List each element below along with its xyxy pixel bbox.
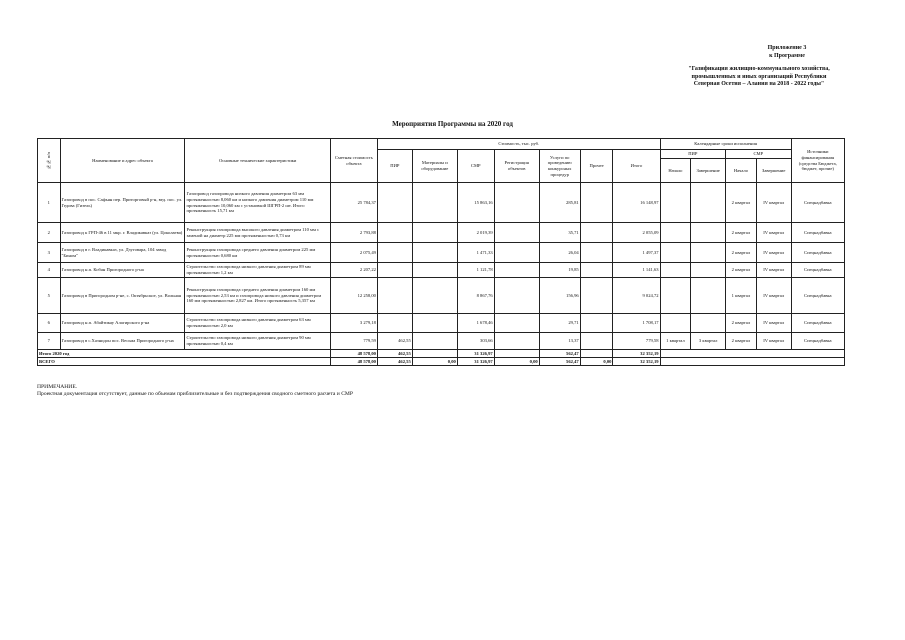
page-title: Мероприятия Программы на 2020 год (392, 120, 513, 128)
cell-name: Газопровод н.п. Кобан Пригородного р-на (60, 263, 185, 278)
totals-empty (660, 358, 844, 366)
table-row (38, 314, 845, 333)
cell-smr: 1 471,33 (457, 243, 494, 263)
cell-s2: 1 квартал (726, 278, 757, 314)
cell-services: 13,37 (539, 333, 580, 350)
note (37, 384, 353, 398)
cell-chars: Реконструкция газопровода высокого давления диаметром 110 мм с заменой на диаметр 225 мм протяженностью 0,73 км (185, 223, 330, 243)
cell-s1 (660, 263, 691, 278)
cell-e2: IV квартал (756, 314, 791, 333)
cell-other (580, 243, 613, 263)
cell-name: Газопровод в г. Владикавказ, ул. Дзуговара, 104 завод "Бином" (60, 243, 185, 263)
col-cal-smr: СМР (726, 150, 792, 159)
cell-estimate: 25 784,37 (330, 183, 377, 223)
col-services: Услуги по проведению конкурсных процедур (539, 150, 580, 183)
cell-pir (377, 314, 412, 333)
cell-materials (412, 314, 457, 333)
cell-services: 156,96 (539, 278, 580, 314)
cell-registration (494, 263, 539, 278)
totals-estimate: 48 578,00 (330, 350, 377, 358)
cell-total: 779,58 (613, 333, 660, 350)
cell-registration (494, 314, 539, 333)
cell-other (580, 263, 613, 278)
totals-registration: 0,00 (494, 358, 539, 366)
cell-s1 (660, 314, 691, 333)
cell-chars: Реконструкция газопровода среднего давления диаметром 225 мм протяженностью 0,680 км (185, 243, 330, 263)
cell-pir (377, 183, 412, 223)
cell-name: Газопровод в с.Хазнидон пос. Весьма Пригородного р-на (60, 333, 185, 350)
cell-s1 (660, 183, 691, 223)
cell-num: 7 (38, 333, 61, 350)
cell-materials (412, 243, 457, 263)
cell-e1 (691, 183, 726, 223)
cell-num: 2 (38, 223, 61, 243)
totals-other (580, 350, 613, 358)
col-cal-pir: ПИР (660, 150, 726, 159)
totals-estimate: 48 578,00 (330, 358, 377, 366)
cell-num: 3 (38, 243, 61, 263)
cell-materials (412, 263, 457, 278)
cell-materials (412, 183, 457, 223)
col-registration: Регистрация объектов (494, 150, 539, 183)
cell-s2: 2 квартал (726, 314, 757, 333)
cell-source: Спецнадбавка (791, 314, 844, 333)
totals-pir: 462,55 (377, 358, 412, 366)
totals-row (38, 350, 845, 358)
cell-total: 1 141,63 (613, 263, 660, 278)
program-line-3: Северная Осетия – Алания на 2018 - 2022 годы" (693, 81, 825, 87)
cell-e2: IV квартал (756, 183, 791, 223)
program-line-2: промышленных и иных организаций Республики (691, 73, 827, 80)
cell-e1: 3 квартал (691, 333, 726, 350)
col-characteristics: Основные технические характеристики (185, 139, 330, 183)
cell-num: 6 (38, 314, 61, 333)
cell-e2: IV квартал (756, 263, 791, 278)
appendix-header (712, 44, 862, 60)
cell-other (580, 223, 613, 243)
program-line-1: "Газификация жилищно-коммунального хозяйства, (688, 66, 830, 72)
cell-num: 1 (38, 183, 61, 223)
cell-registration (494, 243, 539, 263)
cell-chars: Газопровод газопровода низкого давления диаметром 63 мм протяженностью 8,060 км и низкого давления диаметром 110 мм протяженностью 10,060 км с установкой ШГРП-2 шт. Итого протяженность 15,71 км (185, 183, 330, 223)
cell-e2: IV квартал (756, 243, 791, 263)
cell-s1 (660, 243, 691, 263)
cell-chars: Реконструкция газопровода среднего давления диаметром 160 мм протяженностью 2,53 км и газопровода низкого давления диаметром 160 мм протяженностью 2,827 км. Итого протяженность 5,357 км (185, 278, 330, 314)
totals-other: 0,00 (580, 358, 613, 366)
cell-pir (377, 223, 412, 243)
note-label: ПРИМЕЧАНИЕ. (37, 384, 78, 390)
cell-estimate: 3 279,18 (330, 314, 377, 333)
cell-chars: Строительство газопровода низкого давления диаметром 90 мм протяженностью 0,4 км (185, 333, 330, 350)
cell-services: 35,71 (539, 223, 580, 243)
cell-registration (494, 183, 539, 223)
cell-e1 (691, 263, 726, 278)
cell-total: 1 708,17 (613, 314, 660, 333)
measures-table (37, 138, 845, 366)
cell-pir (377, 263, 412, 278)
cell-chars: Строительство газопровода низкого давления диаметром 63 мм протяженностью 2,0 км (185, 314, 330, 333)
totals-smr: 31 326,97 (457, 358, 494, 366)
cell-smr: 1 121,78 (457, 263, 494, 278)
cell-services: 29,71 (539, 314, 580, 333)
cell-registration (494, 278, 539, 314)
col-start-pir: Начало (660, 159, 691, 183)
cell-e1 (691, 278, 726, 314)
cell-s2: 2 квартал (726, 243, 757, 263)
cell-materials (412, 223, 457, 243)
cell-e1 (691, 223, 726, 243)
totals-empty (660, 350, 844, 358)
cell-e2: IV квартал (756, 333, 791, 350)
appendix-line-2: к Программе (769, 53, 805, 59)
cell-estimate: 2 207,22 (330, 263, 377, 278)
col-start-smr: Начало (726, 159, 757, 183)
cell-name: Газопровод в пос. Сафьян пер. Приторговый р-н, вед. пос. ул. Гедова (Гизель) (60, 183, 185, 223)
cell-total: 1 497,37 (613, 243, 660, 263)
note-text: Проектная документация отсутствует, данные по объемам приблизительные и без подтверждения сводного сметного расчета и СМР (37, 391, 354, 397)
cell-name: Газопровод н.п. Абайтикау Алагирского р-на (60, 314, 185, 333)
cell-source: Спецнадбавка (791, 263, 844, 278)
totals-smr: 31 326,97 (457, 350, 494, 358)
table-row (38, 243, 845, 263)
cell-e1 (691, 243, 726, 263)
col-other: Прочее (580, 150, 613, 183)
cell-num: 4 (38, 263, 61, 278)
totals-services: 562,47 (539, 358, 580, 366)
cell-total: 16 148,97 (613, 183, 660, 223)
cell-s2: 2 квартал (726, 263, 757, 278)
cell-pir (377, 243, 412, 263)
cell-e1 (691, 314, 726, 333)
col-cost-group: Стоимость, тыс. руб. (377, 139, 660, 150)
cell-source: Спецнадбавка (791, 278, 844, 314)
program-title (659, 66, 859, 89)
appendix-line-1: Приложение 3 (767, 45, 807, 51)
totals-services: 562,47 (539, 350, 580, 358)
cell-other (580, 333, 613, 350)
cell-materials (412, 278, 457, 314)
cell-estimate: 12 258,00 (330, 278, 377, 314)
cell-services: 19,85 (539, 263, 580, 278)
cell-estimate: 2 793,88 (330, 223, 377, 243)
cell-name: Газопровод к ГРП-46 в 11 мкр. г. Владикавказ (ул. Цоколаева) (60, 223, 185, 243)
cell-other (580, 183, 613, 223)
cell-estimate: 779,59 (330, 333, 377, 350)
cell-pir (377, 278, 412, 314)
totals-row (38, 358, 845, 366)
totals-total: 32 352,19 (613, 350, 660, 358)
totals-registration (494, 350, 539, 358)
cell-e2: IV квартал (756, 278, 791, 314)
cell-materials (412, 333, 457, 350)
totals-label: Итого 2020 год (38, 350, 331, 358)
col-pir: ПИР (377, 150, 412, 183)
col-name: Наименование и адрес объекта (60, 139, 185, 183)
table-row (38, 333, 845, 350)
col-end-smr: Завершение (756, 159, 791, 183)
col-estimate: Сметная стоимость объекта (330, 139, 377, 183)
totals-pir: 462,55 (377, 350, 412, 358)
table-row (38, 278, 845, 314)
cell-smr: 8 867,76 (457, 278, 494, 314)
cell-pir: 462,55 (377, 333, 412, 350)
cell-s2: 2 квартал (726, 183, 757, 223)
col-num: №№ п/п (38, 139, 61, 183)
table-row (38, 183, 845, 223)
cell-other (580, 314, 613, 333)
cell-services: 285,81 (539, 183, 580, 223)
col-sources: Источники финансирования (средства Бюджета, бюджет, прочие) (791, 139, 844, 183)
totals-label: ВСЕГО (38, 358, 331, 366)
cell-registration (494, 333, 539, 350)
col-smr: СМР (457, 150, 494, 183)
cell-s1 (660, 278, 691, 314)
cell-registration (494, 223, 539, 243)
cell-services: 26,04 (539, 243, 580, 263)
col-end-pir: Завершение (691, 159, 726, 183)
cell-s2: 2 квартал (726, 223, 757, 243)
cell-e2: IV квартал (756, 223, 791, 243)
cell-smr: 15 863,16 (457, 183, 494, 223)
cell-source: Спецнадбавка (791, 223, 844, 243)
cell-other (580, 278, 613, 314)
cell-num: 5 (38, 278, 61, 314)
table-row (38, 263, 845, 278)
col-calendar: Календарные сроки исполнения (660, 139, 791, 150)
col-materials: Материалы и оборудование (412, 150, 457, 183)
col-total: Итого (613, 150, 660, 183)
cell-total: 2 055,09 (613, 223, 660, 243)
cell-source: Спецнадбавка (791, 333, 844, 350)
table-row (38, 223, 845, 243)
cell-s2: 2 квартал (726, 333, 757, 350)
cell-name: Газопровод в Пригородном р-не, с. Октябрьское, ул. Вольная (60, 278, 185, 314)
cell-estimate: 2 075,49 (330, 243, 377, 263)
cell-source: Спецнадбавка (791, 183, 844, 223)
cell-smr: 303,66 (457, 333, 494, 350)
cell-total: 9 024,72 (613, 278, 660, 314)
cell-smr: 2 019,39 (457, 223, 494, 243)
cell-smr: 1 678,46 (457, 314, 494, 333)
cell-s1 (660, 223, 691, 243)
totals-materials (412, 350, 457, 358)
totals-total: 32 352,19 (613, 358, 660, 366)
cell-source: Спецнадбавка (791, 243, 844, 263)
cell-s1: 1 квартал (660, 333, 691, 350)
cell-chars: Строительство газопровода низкого давления диаметром 89 мм протяженностью 1,2 км (185, 263, 330, 278)
totals-materials: 0,00 (412, 358, 457, 366)
